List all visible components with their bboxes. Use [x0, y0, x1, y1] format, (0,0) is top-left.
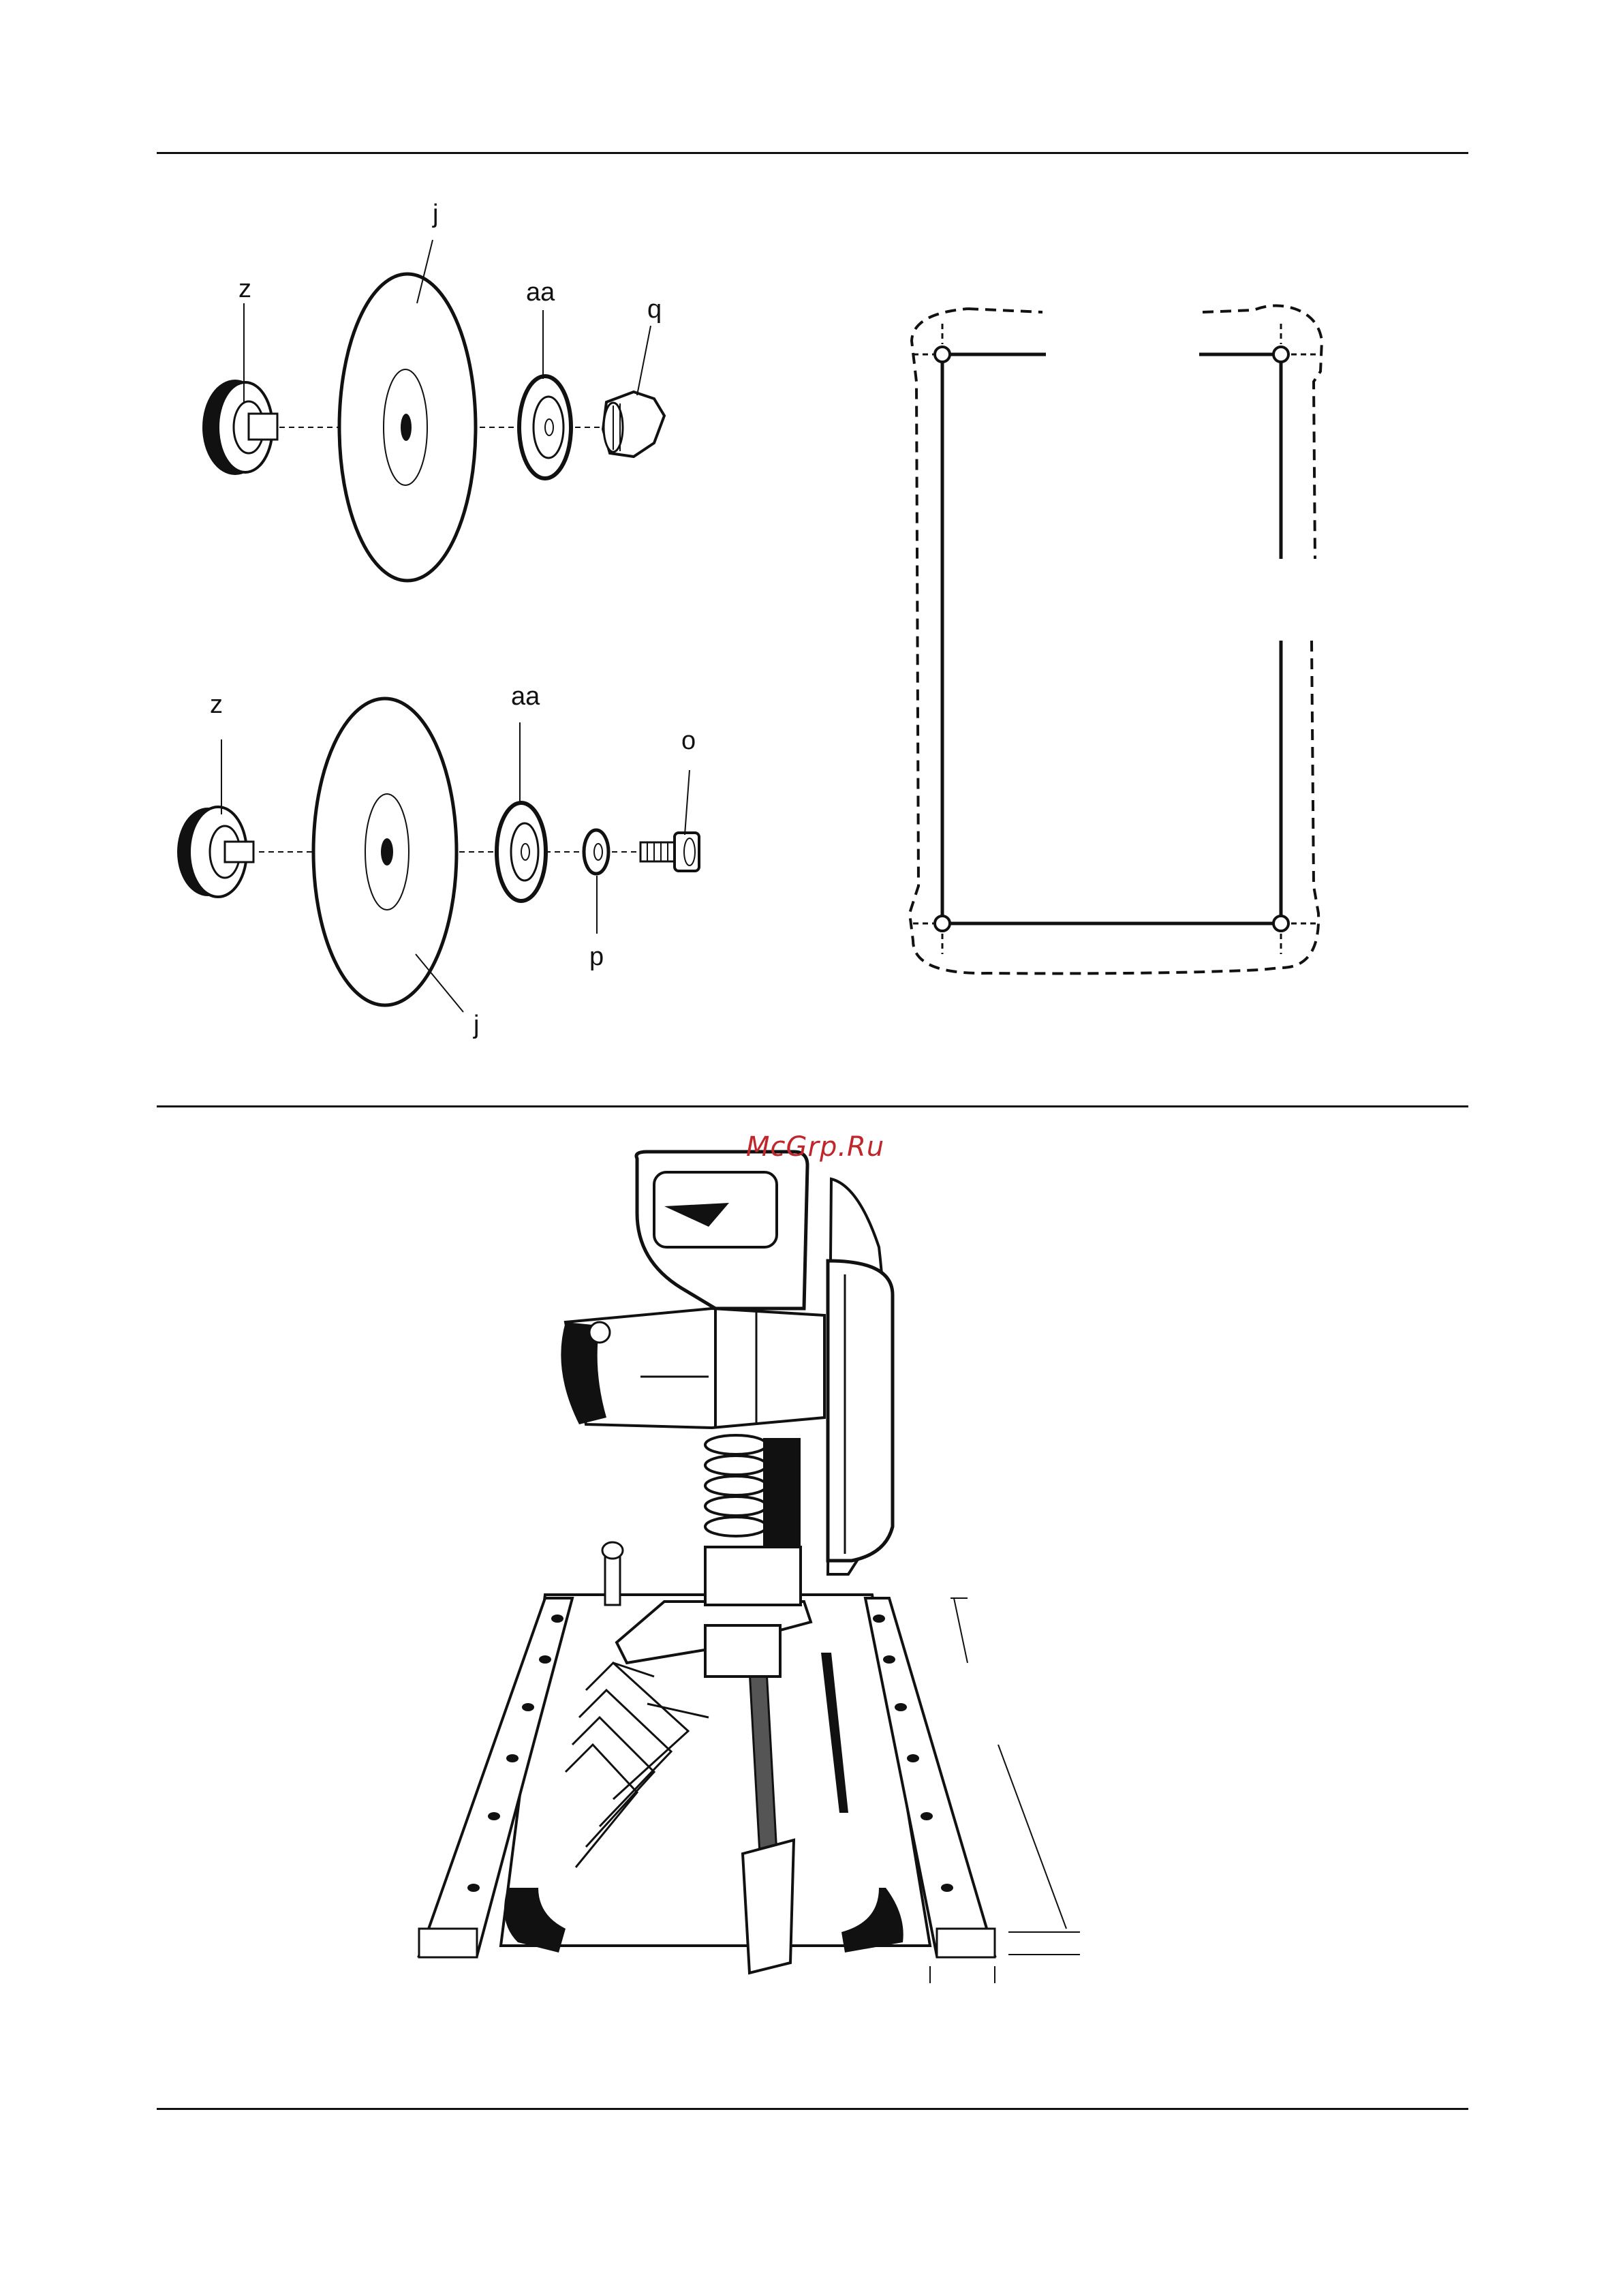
label-p-fig2: p: [589, 943, 604, 971]
washer-icon: [497, 803, 546, 901]
label-aa-fig2: aa: [511, 682, 540, 711]
cut-off-saw-icon: [419, 1152, 1080, 1983]
label-z-fig1: z: [238, 275, 251, 303]
nut-icon: [603, 392, 664, 457]
flange-icon: [202, 380, 277, 475]
template-outline-icon: [910, 305, 1322, 973]
label-j-fig2: j: [474, 1011, 480, 1039]
bolt-icon: [640, 833, 699, 871]
cutting-disc-icon: [339, 274, 476, 581]
figure-1-assembly: [202, 240, 664, 581]
label-q-fig1: q: [647, 295, 662, 324]
washer-icon: [519, 376, 571, 478]
label-j-fig1: j: [433, 200, 439, 228]
watermark: McGrp.Ru: [746, 1131, 885, 1163]
flange-icon: [177, 807, 253, 897]
label-aa-fig1: aa: [526, 278, 555, 307]
label-o-fig2: o: [681, 726, 696, 755]
figure-2-assembly: [177, 699, 699, 1012]
label-z-fig2: z: [210, 690, 223, 719]
washer-icon: [584, 830, 608, 874]
cutting-disc-icon: [313, 699, 457, 1005]
